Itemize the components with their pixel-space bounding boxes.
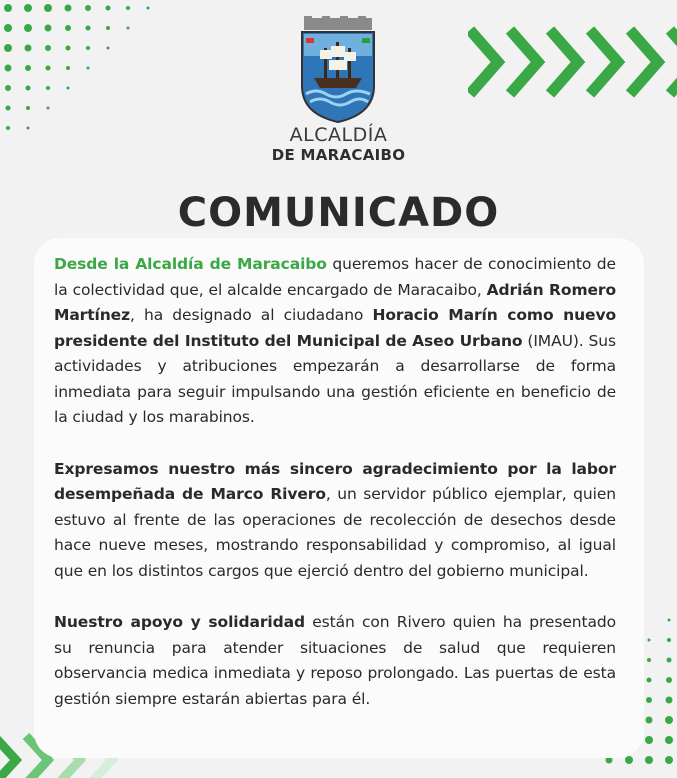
paragraph-1-text: queremos hacer de conocimiento de la colectividad que, el alcalde encargado de Maracaibo, xyxy=(54,255,616,299)
appointee-highlight: Horacio Marín como nuevo presidente del Instituto del Municipal de Aseo Urbano xyxy=(54,306,617,350)
paragraph-2-text: , un servidor público ejemplar, quien estuvo al frente de las operaciones de recolección de desechos desde hace nueve meses, mostrando responsabilidad y compromiso, al igual que en los distintos cargos que ejerció dentro del gobierno municipal. xyxy=(54,485,616,580)
chevron-right-icon-group xyxy=(468,22,677,102)
paragraph-1-text-2: , ha designado al ciudadano xyxy=(130,306,373,324)
paragraph-1-text-3: (IMAU). Sus actividades y atribuciones empezarán a desarrollarse de forma inmediata para seguir impulsando una gestión eficiente en beneficio de la ciudad y los marabinos. xyxy=(54,331,616,426)
organization-city: DE MARACAIBO xyxy=(271,146,406,164)
page-title: COMUNICADO xyxy=(177,190,500,236)
paragraph-3 xyxy=(54,610,616,712)
communique-body xyxy=(54,252,616,738)
gratitude-highlight: Expresamos nuestro más sincero agradecimiento por la labor desempeñada de Marco Rivero xyxy=(54,459,616,503)
organization-name: ALCALDÍA xyxy=(289,124,388,146)
support-highlight: Nuestro apoyo y solidaridad xyxy=(54,613,305,631)
paragraph-2 xyxy=(54,457,616,585)
highlight-link-text: Desde la Alcaldía de Maracaibo xyxy=(54,255,327,273)
paragraph-3-text: están con Rivero quien ha presentado su renuncia para atender situaciones de salud que requieren observancia medica inmediata y reposo prolongado. Las puertas de esta gestión siempre estarán abiertas para él. xyxy=(54,613,616,708)
paragraph-1 xyxy=(54,252,616,431)
mayor-name: Adrián Romero Martínez xyxy=(54,280,616,324)
coat-of-arms-icon xyxy=(296,16,380,124)
